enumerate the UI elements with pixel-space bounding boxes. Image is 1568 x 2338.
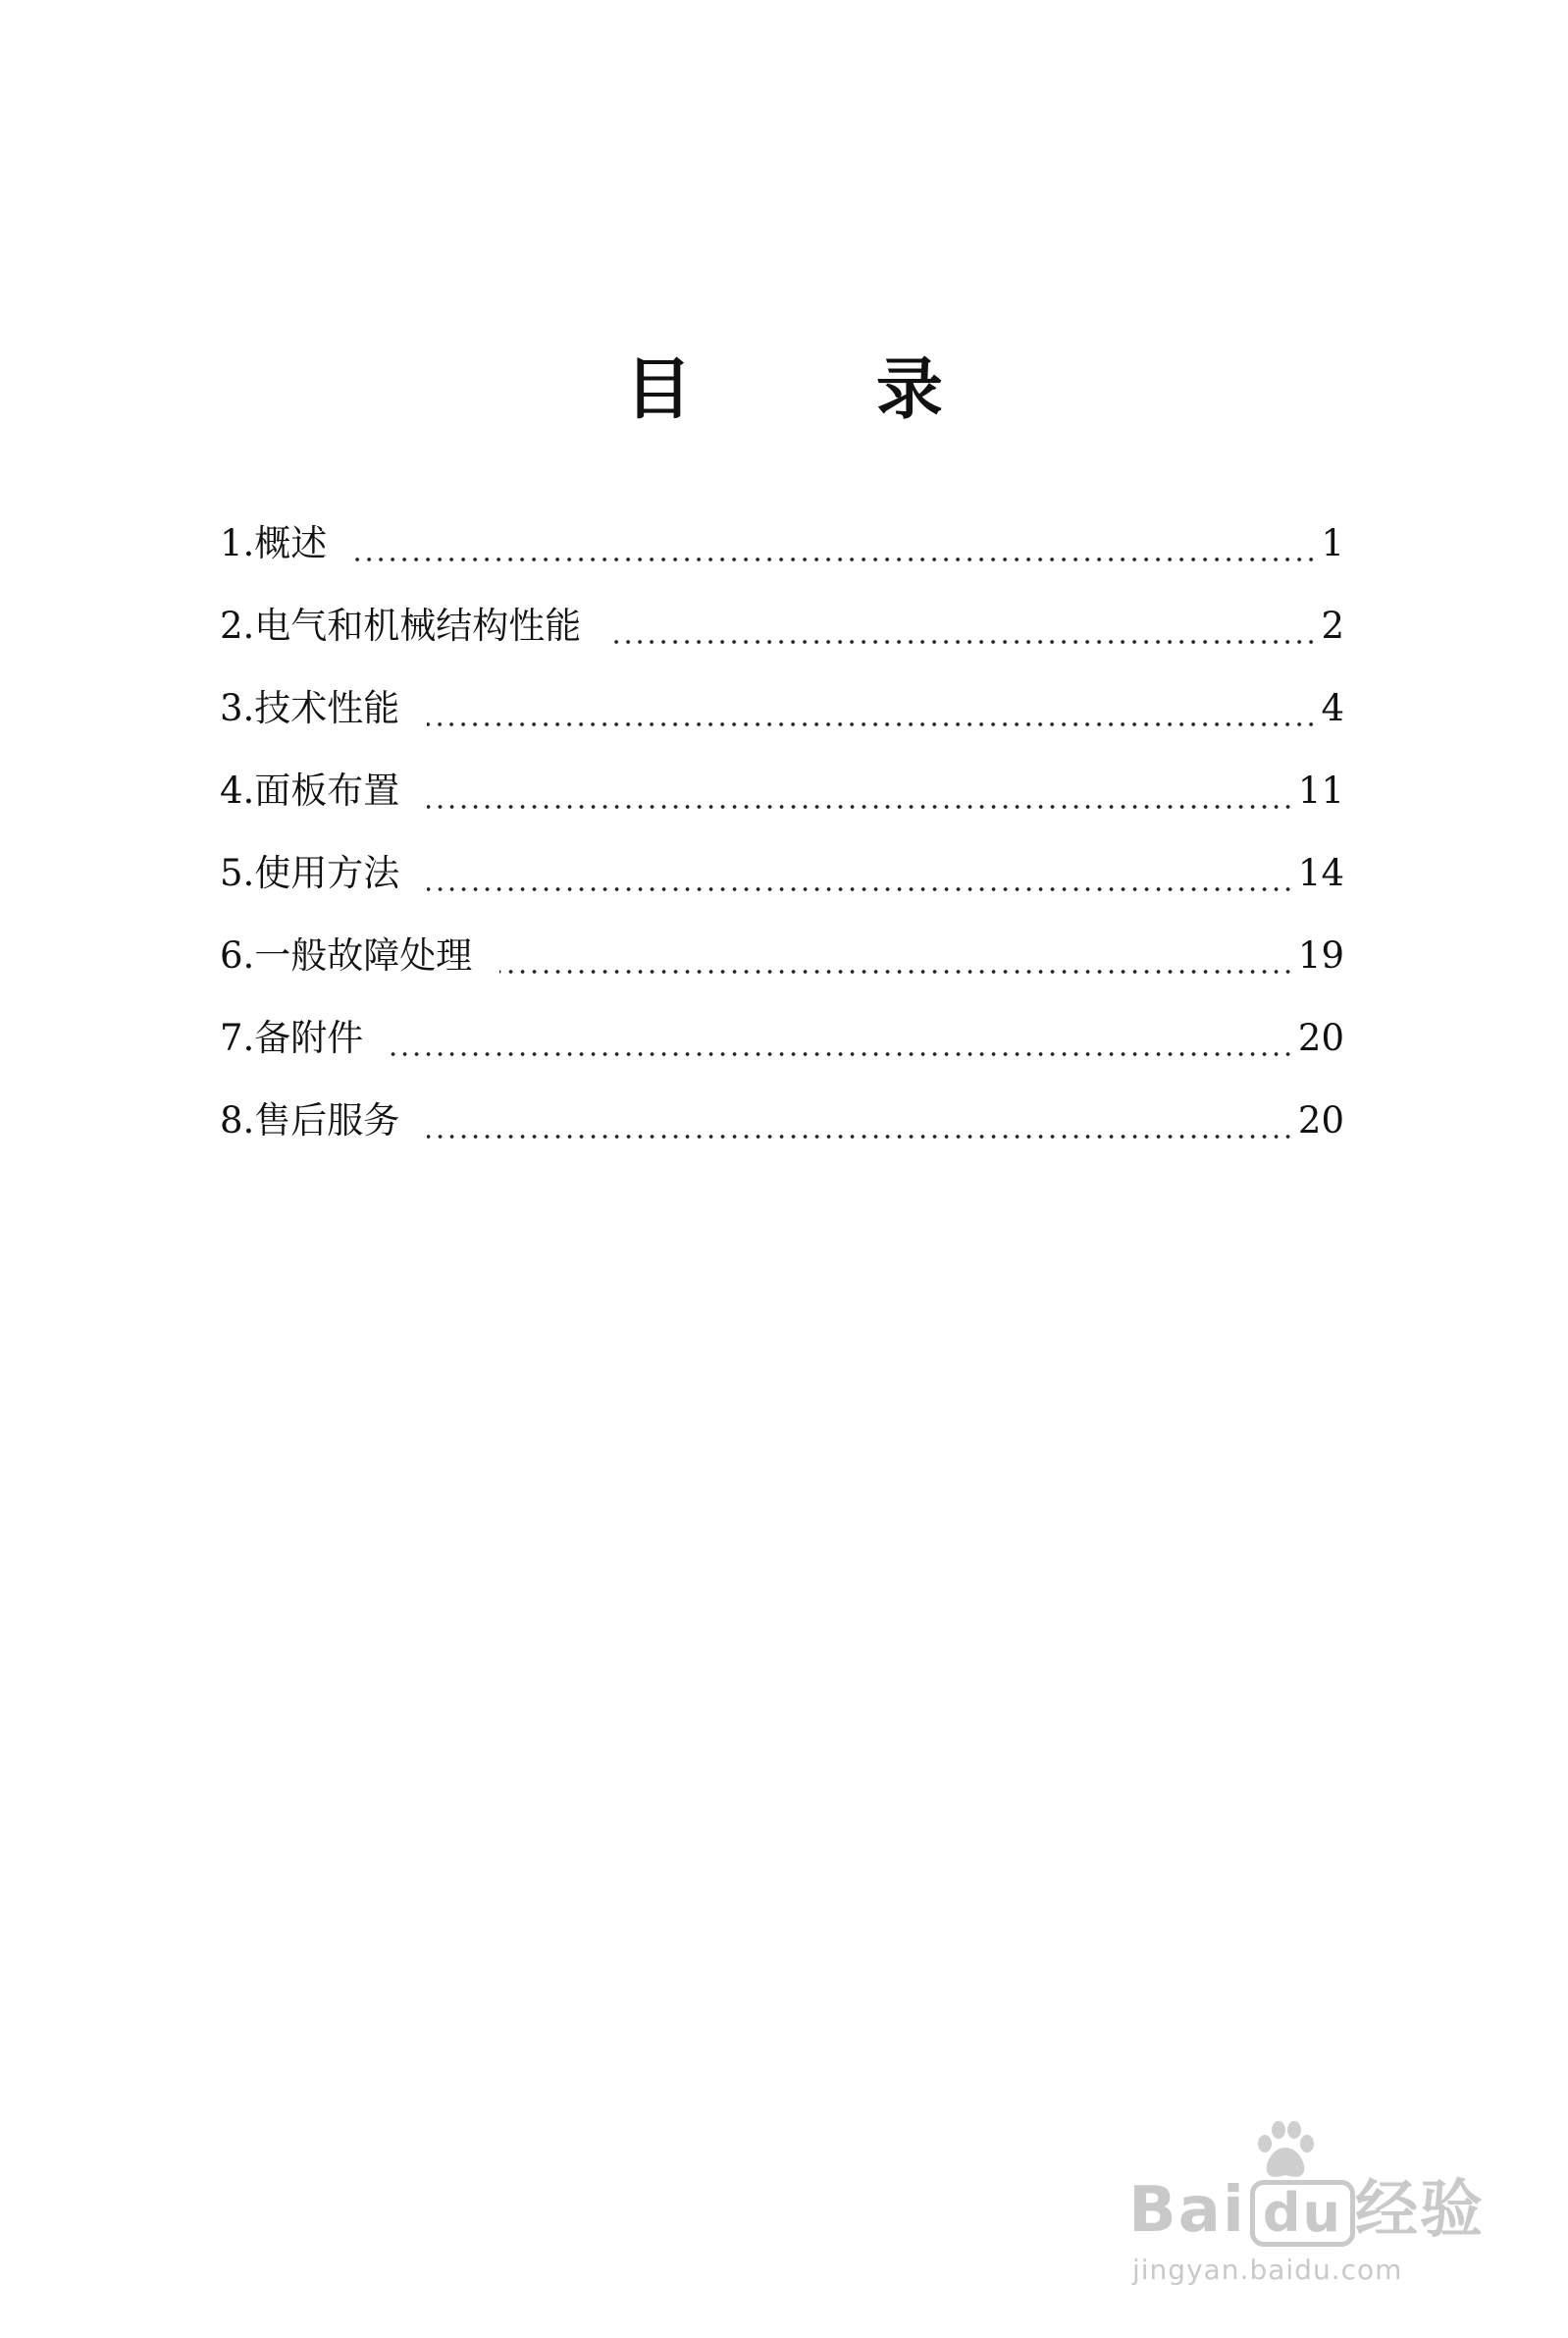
toc-entry[interactable] bbox=[220, 598, 1344, 680]
toc-entry-page: 1 bbox=[1321, 522, 1344, 564]
toc-entry[interactable] bbox=[220, 515, 1344, 598]
dot-leader bbox=[427, 805, 1294, 809]
dot-leader bbox=[391, 1052, 1294, 1056]
page-title: 目 录 bbox=[625, 350, 1023, 429]
toc-entry-page: 4 bbox=[1321, 687, 1344, 729]
logo-text: Bai bbox=[1128, 2174, 1246, 2247]
dot-leader bbox=[354, 558, 1317, 561]
dot-leader bbox=[427, 722, 1317, 726]
toc-entry-label: 4.面板布置 bbox=[220, 770, 400, 812]
watermark-url: jingyan.baidu.com bbox=[1132, 2254, 1403, 2286]
toc-entry-page: 2 bbox=[1321, 605, 1344, 647]
dot-leader bbox=[499, 970, 1294, 974]
baidu-jingyan-watermark bbox=[1128, 2120, 1501, 2287]
table-of-contents bbox=[220, 515, 1344, 1175]
baidu-logo bbox=[1128, 2174, 1486, 2247]
logo-cn: 经验 bbox=[1355, 2174, 1486, 2247]
toc-entry-label: 3.技术性能 bbox=[220, 687, 400, 729]
dot-leader bbox=[427, 1135, 1294, 1139]
toc-entry[interactable] bbox=[220, 928, 1344, 1010]
toc-entry-page: 14 bbox=[1297, 852, 1344, 894]
toc-entry[interactable] bbox=[220, 763, 1344, 845]
toc-entry-page: 20 bbox=[1297, 1017, 1344, 1059]
paw-icon bbox=[1251, 2120, 1320, 2183]
toc-entry-label: 2.电气和机械结构性能 bbox=[220, 605, 582, 647]
dot-leader bbox=[608, 640, 1317, 644]
toc-entry-label: 8.售后服务 bbox=[220, 1099, 400, 1142]
toc-entry-label: 7.备附件 bbox=[220, 1017, 364, 1059]
logo-du: du bbox=[1250, 2180, 1355, 2247]
toc-entry[interactable] bbox=[220, 1010, 1344, 1092]
toc-entry[interactable] bbox=[220, 845, 1344, 928]
toc-entry-label: 5.使用方法 bbox=[220, 852, 400, 894]
toc-entry-page: 20 bbox=[1297, 1099, 1344, 1142]
toc-entry-label: 1.概述 bbox=[220, 522, 328, 564]
toc-entry[interactable] bbox=[220, 1092, 1344, 1175]
toc-entry-label: 6.一般故障处理 bbox=[220, 934, 473, 977]
toc-entry-page: 19 bbox=[1297, 934, 1344, 977]
toc-entry[interactable] bbox=[220, 680, 1344, 763]
dot-leader bbox=[427, 887, 1294, 891]
toc-entry-page: 11 bbox=[1297, 770, 1344, 812]
